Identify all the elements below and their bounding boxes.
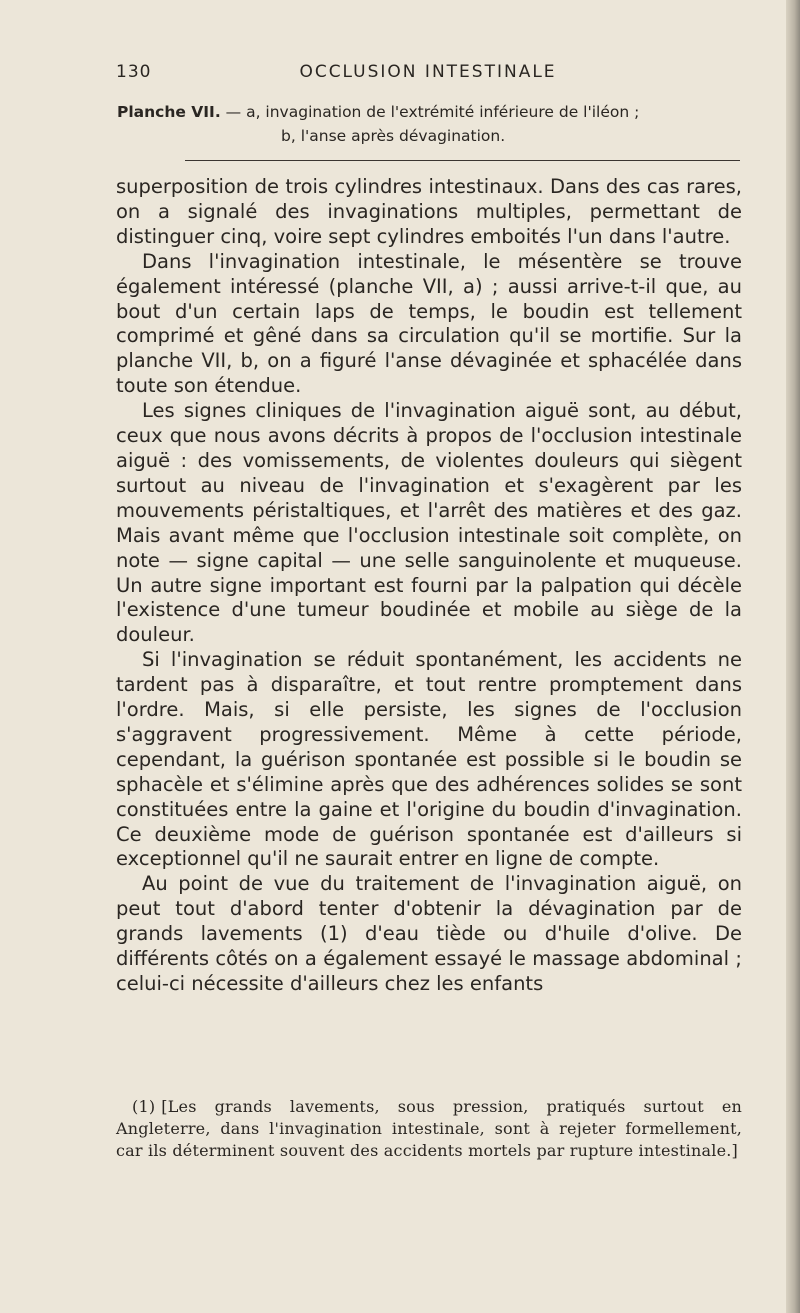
running-title: OCCLUSION INTESTINALE bbox=[299, 62, 557, 82]
running-header bbox=[116, 62, 740, 86]
caption-line-2: b, l'anse après dévagination. bbox=[281, 127, 506, 145]
plate-caption bbox=[117, 100, 747, 148]
caption-label: Planche VII. bbox=[117, 103, 221, 121]
page-number: 130 bbox=[116, 62, 152, 82]
page-edge bbox=[786, 0, 800, 1313]
caption-line-1: — a, invagination de l'extrémité inférieure de l'iléon ; bbox=[220, 103, 640, 121]
divider-rule bbox=[185, 160, 740, 161]
footnote bbox=[116, 1096, 742, 1162]
paragraph: Les signes cliniques de l'invagination aiguë sont, au début, ceux que nous avons décrits à propos de l'occlusion intestinale aiguë : des vomissements, de violentes douleurs qui siègent surtout au niveau de l'invagination et s'exagèrent par les mouvements péristaltiques, et l'arrêt des matières et des gaz. Mais avant même que l'occlusion intestinale soit complète, on note — signe capital — une selle sanguinolente et muqueuse. Un autre signe important est fourni par la palpation qui décèle l'existence d'une tumeur boudinée et mobile au siège de la douleur. bbox=[116, 399, 742, 647]
body-text bbox=[116, 175, 742, 997]
footnote-text: [Les grands lavements, sous pression, pratiqués surtout en Angleterre, dans l'invagination intestinale, sont à rejeter formellement, car ils déterminent souvent des accidents mortels par rupture intestinale.] bbox=[116, 1097, 742, 1160]
paragraph: superposition de trois cylindres intestinaux. Dans des cas rares, on a signalé des invaginations multiples, permettant de distinguer cinq, voire sept cylindres emboités l'un dans l'autre. bbox=[116, 175, 742, 248]
paragraph: Si l'invagination se réduit spontanément, les accidents ne tardent pas à disparaître, et tout rentre promptement dans l'ordre. Mais, si elle persiste, les signes de l'occlusion s'aggravent progressivement. Même à cette période, cependant, la guérison spontanée est possible si le boudin se sphacèle et s'élimine après que des adhérences solides se sont constituées entre la gaine et l'origine du boudin d'invagination. Ce deuxième mode de guérison spontanée est d'ailleurs si exceptionnel qu'il ne saurait entrer en ligne de compte. bbox=[116, 648, 742, 871]
paragraph: Au point de vue du traitement de l'invagination aiguë, on peut tout d'abord tenter d'obtenir la dévagination par de grands lavements (1) d'eau tiède ou d'huile d'olive. De différents côtés on a également essayé le massage abdominal ; celui-ci nécessite d'ailleurs chez les enfants bbox=[116, 872, 742, 995]
paragraph: Dans l'invagination intestinale, le mésentère se trouve également intéressé (planche VII, a) ; aussi arrive-t-il que, au bout d'un certain laps de temps, le boudin est tellement comprimé et gêné dans sa circulation qu'il se mortifie. Sur la planche VII, b, on a figuré l'anse dévaginée et sphacélée dans toute son étendue. bbox=[116, 249, 742, 398]
footnote-marker: (1) bbox=[132, 1097, 156, 1116]
